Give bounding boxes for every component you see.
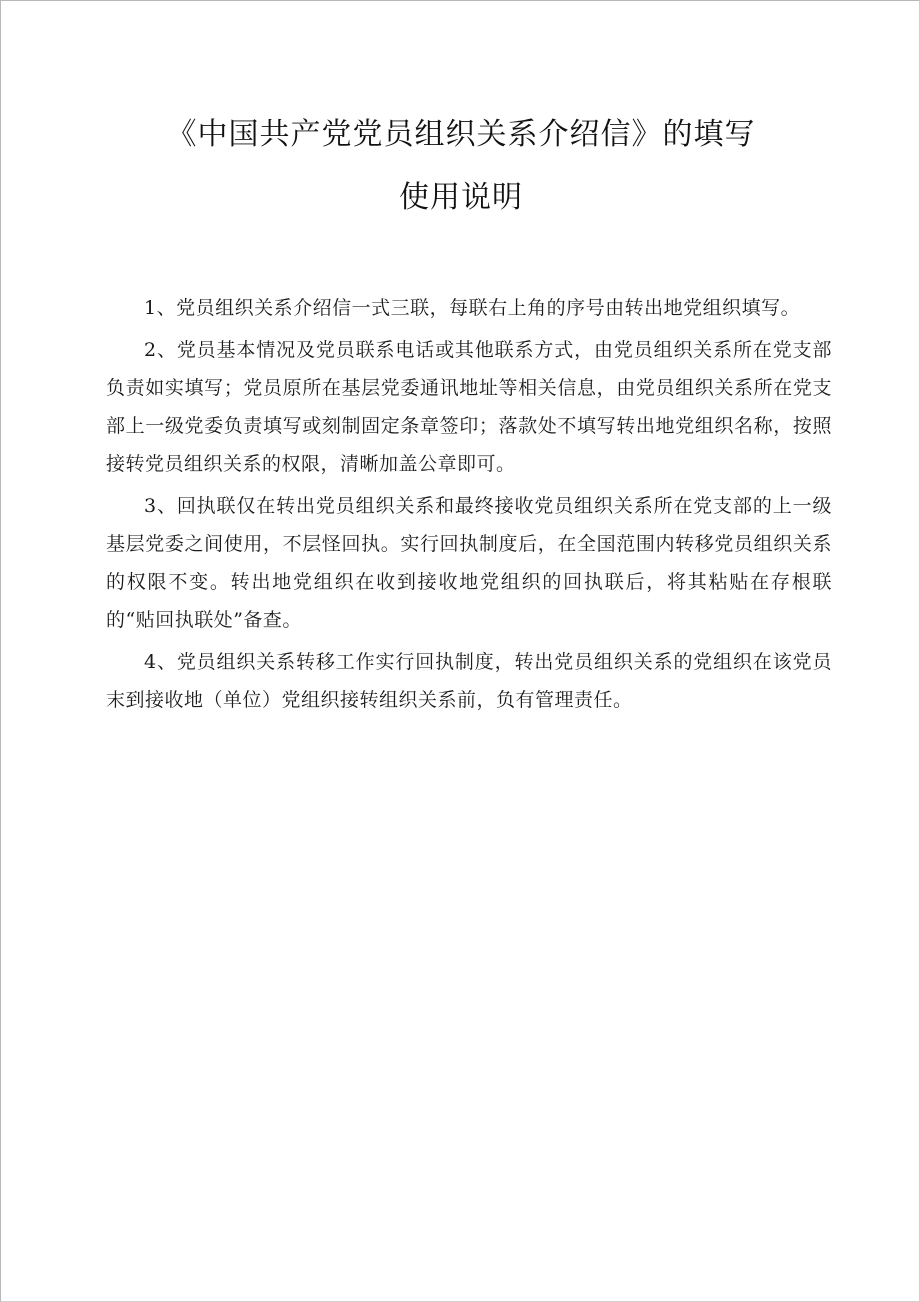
paragraph-3: 3、回执联仅在转出党员组织关系和最终接收党员组织关系所在党支部的上一级基层党委之间使用，不层怪回执。实行回执制度后，在全国范围内转移党员组织关系的权限不变。转出地党组织在收到接收地党组织的回执联后，将其粘贴在存根联的“贴回执联处”备查。 bbox=[106, 495, 832, 631]
document-title: 《中国共产党党员组织关系介绍信》的填写 bbox=[166, 117, 756, 152]
document-subtitle: 使用说明 bbox=[399, 180, 523, 215]
paragraph-4: 4、党员组织关系转移工作实行回执制度，转出党员组织关系的党组织在该党员末到接收地（单位）党组织接转组织关系前，负有管理责任。 bbox=[106, 651, 832, 711]
paragraph-2: 2、党员基本情况及党员联系电话或其他联系方式，由党员组织关系所在党支部负责如实填写；党员原所在基层党委通讯地址等相关信息，由党员组织关系所在党支部上一级党委负责填写或刻制固定条章签印；落款处不填写转出地党组织名称，按照接转党员组织关系的权限，清晰加盖公章即可。 bbox=[106, 339, 832, 475]
paragraph-1: 1、党员组织关系介绍信一式三联，每联右上角的序号由转出地党组织填写。 bbox=[144, 297, 801, 319]
document-body bbox=[106, 289, 832, 723]
